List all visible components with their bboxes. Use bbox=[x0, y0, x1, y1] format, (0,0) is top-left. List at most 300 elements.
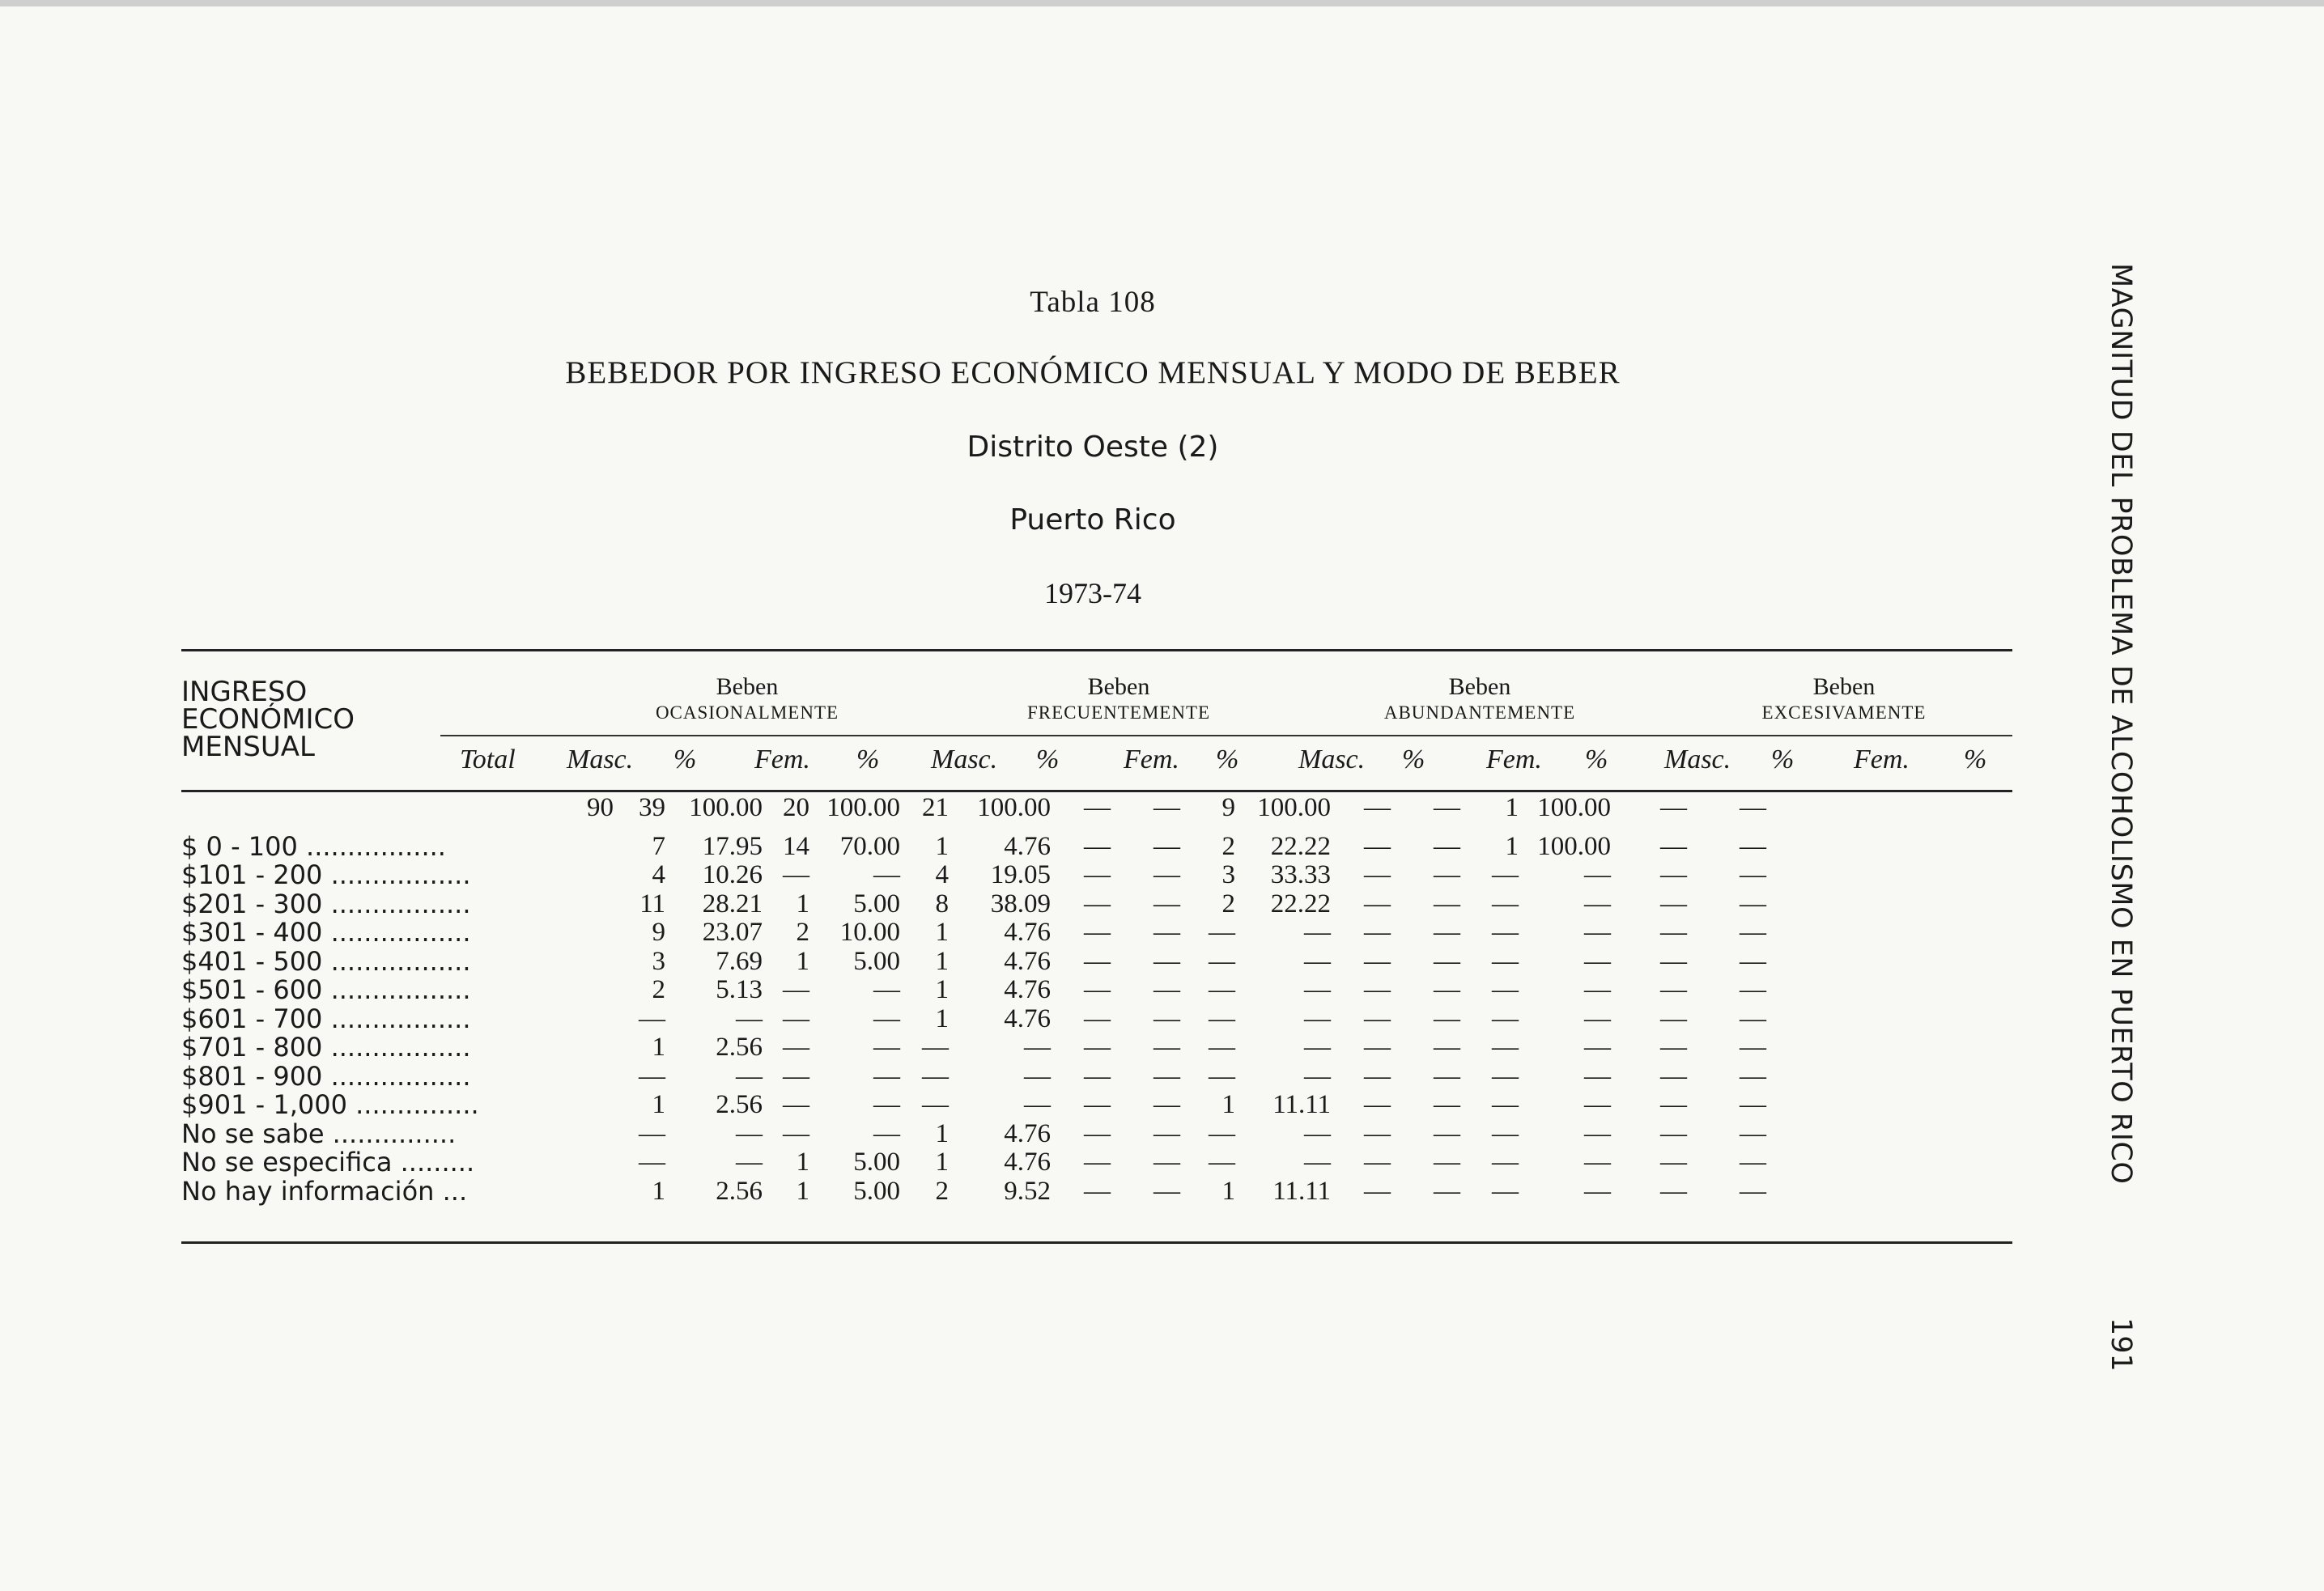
col-header-masc: Masc. bbox=[1664, 745, 1731, 774]
table-cell: 9.52 bbox=[1004, 1176, 1051, 1206]
table-cell: — bbox=[1492, 860, 1519, 889]
running-head: MAGNITUD DEL PROBLEMA DE ALCOHOLISMO EN PUERTO RICO bbox=[2105, 263, 2137, 1185]
table-cell: — bbox=[1364, 1033, 1391, 1062]
table-cell: 4.76 bbox=[1004, 831, 1051, 861]
table-cell: — bbox=[1434, 1118, 1460, 1148]
table-cell: — bbox=[1084, 793, 1111, 822]
table-cell: — bbox=[1492, 889, 1519, 919]
table-cell: — bbox=[1024, 1033, 1051, 1062]
col-header-pct: % bbox=[673, 745, 697, 774]
table-cell: 100.00 bbox=[1537, 793, 1611, 822]
table-cell: 1 bbox=[935, 1148, 949, 1177]
table-cell: — bbox=[1660, 946, 1687, 976]
table-cell: — bbox=[1584, 1148, 1611, 1177]
table-cell: 22.22 bbox=[1270, 831, 1331, 861]
table-cell: — bbox=[1492, 1033, 1519, 1062]
table-cell: 4.76 bbox=[1004, 1118, 1051, 1148]
table-cell: — bbox=[783, 975, 809, 1004]
table-cell: — bbox=[1364, 1003, 1391, 1033]
table-cell: — bbox=[1209, 975, 1235, 1004]
table-cell: — bbox=[1209, 1033, 1235, 1062]
header-top-rule bbox=[181, 649, 2012, 651]
table-cell: 2.56 bbox=[716, 1176, 763, 1206]
table-cell: — bbox=[1154, 860, 1180, 889]
stub-header bbox=[181, 678, 355, 761]
page-number: 191 bbox=[2105, 1317, 2137, 1372]
table-cell: 1 bbox=[796, 946, 809, 976]
table-cell: 2 bbox=[935, 1176, 949, 1206]
table-cell: — bbox=[1154, 1118, 1180, 1148]
group-bottom: OCASIONALMENTE bbox=[655, 702, 839, 723]
table-cell: — bbox=[1660, 1003, 1687, 1033]
table-cell: — bbox=[1154, 1148, 1180, 1177]
table-cell: — bbox=[1740, 1061, 1766, 1091]
table-cell: 22.22 bbox=[1270, 889, 1331, 919]
group-bottom: FRECUENTEMENTE bbox=[1026, 702, 1211, 723]
table-row bbox=[181, 1120, 1766, 1149]
table-cell bbox=[542, 1033, 614, 1063]
table-cell: — bbox=[1209, 1061, 1235, 1091]
table-cell: — bbox=[1084, 946, 1111, 976]
table-cell: — bbox=[1209, 1118, 1235, 1148]
row-label: $401 - 500 ................. bbox=[181, 945, 471, 977]
table-cell: — bbox=[1304, 918, 1331, 947]
table-cell: — bbox=[639, 1061, 665, 1091]
table-cell: — bbox=[1364, 793, 1391, 822]
table-cell: — bbox=[1740, 1033, 1766, 1062]
table-cell: — bbox=[1304, 1003, 1331, 1033]
table-cell: — bbox=[1660, 1061, 1687, 1091]
table-cell: — bbox=[1084, 1003, 1111, 1033]
table-cell: — bbox=[1434, 1090, 1460, 1119]
table-cell: — bbox=[736, 1061, 763, 1091]
table-cell: 39 bbox=[639, 793, 665, 822]
table-row bbox=[181, 1177, 1766, 1207]
col-header-masc: Masc. bbox=[1298, 745, 1366, 774]
table-cell: 1 bbox=[1221, 1090, 1235, 1119]
table-cell: 5.13 bbox=[716, 975, 763, 1004]
table-cell: 7.69 bbox=[716, 946, 763, 976]
col-header-fem: Fem. bbox=[754, 745, 810, 774]
group-underline-rule bbox=[440, 735, 2012, 736]
table-cell: — bbox=[1584, 946, 1611, 976]
table-cell: 2.56 bbox=[716, 1033, 763, 1062]
table-cell: — bbox=[1364, 946, 1391, 976]
table-cell: — bbox=[1660, 1176, 1687, 1206]
table-cell: — bbox=[783, 860, 809, 889]
table-cell: — bbox=[783, 1118, 809, 1148]
table-cell bbox=[542, 861, 614, 890]
col-header-pct: % bbox=[1216, 745, 1239, 774]
table-cell: — bbox=[1584, 1118, 1611, 1148]
table-row bbox=[181, 890, 1766, 919]
table-cell: 3 bbox=[652, 946, 665, 976]
table-cell bbox=[542, 919, 614, 948]
col-header-pct: % bbox=[1964, 745, 1987, 774]
table-cell: — bbox=[1434, 1033, 1460, 1062]
col-header-fem: Fem. bbox=[1486, 745, 1542, 774]
table-cell: — bbox=[783, 1033, 809, 1062]
table-cell: — bbox=[1154, 1090, 1180, 1119]
table-cell: 1 bbox=[1221, 1176, 1235, 1206]
table-cell: — bbox=[1154, 975, 1180, 1004]
table-cell: 5.00 bbox=[853, 889, 900, 919]
group-top: Beben bbox=[1087, 673, 1150, 700]
table-row bbox=[181, 1091, 1766, 1120]
table-cell: 100.00 bbox=[1257, 793, 1331, 822]
table-cell: — bbox=[1740, 946, 1766, 976]
table-cell: 1 bbox=[935, 1003, 949, 1033]
table-row bbox=[181, 861, 1766, 890]
table-cell: — bbox=[1154, 1176, 1180, 1206]
row-label: No hay información ... bbox=[181, 1175, 468, 1207]
table-cell: 70.00 bbox=[839, 831, 900, 861]
table-cell: 3 bbox=[1221, 860, 1235, 889]
table-cell: — bbox=[1304, 1148, 1331, 1177]
table-cell: 19.05 bbox=[990, 860, 1051, 889]
row-label: $ 0 - 100 ................. bbox=[181, 830, 446, 862]
stub-header-line: MENSUAL bbox=[181, 731, 315, 763]
table-cell: — bbox=[1084, 918, 1111, 947]
table-cell: 21 bbox=[922, 793, 949, 822]
table-cell: — bbox=[1024, 1090, 1051, 1119]
table-cell: — bbox=[1084, 1176, 1111, 1206]
table-cell: 1 bbox=[796, 889, 809, 919]
table-cell: — bbox=[1740, 1118, 1766, 1148]
table-cell: — bbox=[1304, 1033, 1331, 1062]
table-cell: 11 bbox=[639, 889, 665, 919]
stub-header-line: ECONÓMICO bbox=[181, 703, 355, 736]
table-cell bbox=[542, 1120, 614, 1149]
table-cell bbox=[542, 1148, 614, 1177]
table-cell: 4.76 bbox=[1004, 946, 1051, 976]
table-cell: 5.00 bbox=[853, 1176, 900, 1206]
table-cell: — bbox=[1434, 1003, 1460, 1033]
table-cell: — bbox=[1084, 1090, 1111, 1119]
table-row bbox=[181, 1033, 1766, 1063]
table-cell: — bbox=[1304, 975, 1331, 1004]
col-header-total: Total bbox=[460, 745, 516, 774]
row-label: $601 - 700 ................. bbox=[181, 1003, 471, 1034]
table-cell: — bbox=[639, 1118, 665, 1148]
table-cell: 100.00 bbox=[977, 793, 1051, 822]
table-cell: — bbox=[1364, 1090, 1391, 1119]
table-cell: — bbox=[1740, 1090, 1766, 1119]
table-cell: 38.09 bbox=[990, 889, 1051, 919]
table-cell: — bbox=[1740, 1003, 1766, 1033]
table-cell: — bbox=[1492, 1003, 1519, 1033]
table-cell: — bbox=[1024, 1061, 1051, 1091]
table-cell: 1 bbox=[1505, 831, 1519, 861]
table-cell: 4 bbox=[652, 860, 665, 889]
table-cell: — bbox=[1364, 1118, 1391, 1148]
row-label: $101 - 200 ................. bbox=[181, 859, 471, 890]
row-label: No se sabe ............... bbox=[181, 1118, 457, 1149]
table-cell: — bbox=[1660, 1118, 1687, 1148]
table-cell: 4.76 bbox=[1004, 1003, 1051, 1033]
table-cell: 1 bbox=[935, 975, 949, 1004]
table-cell: — bbox=[1364, 1148, 1391, 1177]
table-cell: — bbox=[1740, 793, 1766, 822]
group-header-abundantemente bbox=[1310, 673, 1650, 725]
table-cell: 28.21 bbox=[702, 889, 763, 919]
table-cell bbox=[542, 948, 614, 977]
table-title: BEBEDOR POR INGRESO ECONÓMICO MENSUAL Y MODO DE BEBER bbox=[565, 355, 1621, 390]
group-top: Beben bbox=[1812, 673, 1876, 700]
table-cell: — bbox=[1492, 918, 1519, 947]
table-cell: — bbox=[1434, 918, 1460, 947]
table-cell: — bbox=[1084, 1033, 1111, 1062]
table-cell: — bbox=[783, 1003, 809, 1033]
table-row bbox=[181, 976, 1766, 1005]
table-cell: 1 bbox=[935, 831, 949, 861]
table-cell: — bbox=[736, 1003, 763, 1033]
table-cell: 9 bbox=[652, 918, 665, 947]
table-cell: 100.00 bbox=[689, 793, 763, 822]
table-cell: — bbox=[1434, 793, 1460, 822]
table-cell: 10.26 bbox=[702, 860, 763, 889]
table-cell: — bbox=[1434, 831, 1460, 861]
table-cell: — bbox=[1304, 946, 1331, 976]
table-cell: — bbox=[1584, 1003, 1611, 1033]
table-cell: — bbox=[873, 1033, 900, 1062]
table-cell: — bbox=[1084, 975, 1111, 1004]
table-cell: — bbox=[1660, 1090, 1687, 1119]
col-header-pct: % bbox=[1402, 745, 1425, 774]
table-cell: 4.76 bbox=[1004, 1148, 1051, 1177]
col-header-masc: Masc. bbox=[567, 745, 634, 774]
table-cell: — bbox=[873, 1003, 900, 1033]
table-cell: 4.76 bbox=[1004, 975, 1051, 1004]
col-header-masc: Masc. bbox=[931, 745, 998, 774]
table-cell: — bbox=[1364, 975, 1391, 1004]
table-cell: — bbox=[1584, 889, 1611, 919]
table-cell bbox=[542, 833, 614, 862]
table-cell: — bbox=[922, 1061, 949, 1091]
table-cell: — bbox=[922, 1090, 949, 1119]
table-cell bbox=[542, 976, 614, 1005]
table-cell: — bbox=[1304, 1061, 1331, 1091]
table-cell bbox=[542, 1005, 614, 1034]
table-cell: — bbox=[1209, 1003, 1235, 1033]
row-label: $201 - 300 ................. bbox=[181, 888, 471, 919]
top-edge bbox=[0, 0, 2324, 6]
row-label bbox=[181, 794, 542, 823]
table-cell: — bbox=[1492, 1061, 1519, 1091]
totals-row bbox=[181, 794, 1766, 823]
table-cell: 2 bbox=[1221, 889, 1235, 919]
table-cell: — bbox=[1434, 889, 1460, 919]
table-cell: — bbox=[1154, 889, 1180, 919]
table-cell: — bbox=[1434, 946, 1460, 976]
table-cell: 7 bbox=[652, 831, 665, 861]
table-cell: — bbox=[1154, 793, 1180, 822]
table-cell bbox=[542, 1177, 614, 1207]
table-cell: 100.00 bbox=[826, 793, 900, 822]
table-cell: 5.00 bbox=[853, 1148, 900, 1177]
table-cell: 2 bbox=[796, 918, 809, 947]
table-cell: 10.00 bbox=[839, 918, 900, 947]
table-cell: 2 bbox=[1221, 831, 1235, 861]
table-cell: — bbox=[1740, 918, 1766, 947]
row-label: No se especifica ......... bbox=[181, 1147, 475, 1177]
table-cell: — bbox=[1740, 831, 1766, 861]
table-cell: 33.33 bbox=[1270, 860, 1331, 889]
table-cell: — bbox=[1364, 889, 1391, 919]
table-cell: — bbox=[1154, 918, 1180, 947]
table-cell: — bbox=[1084, 831, 1111, 861]
table-cell: — bbox=[1740, 1148, 1766, 1177]
table-cell: 11.11 bbox=[1272, 1090, 1331, 1119]
table-cell: 1 bbox=[796, 1176, 809, 1206]
table-cell: — bbox=[1660, 831, 1687, 861]
table-cell: — bbox=[736, 1118, 763, 1148]
table-cell: 11.11 bbox=[1272, 1176, 1331, 1206]
row-label: $701 - 800 ................. bbox=[181, 1032, 471, 1063]
table-cell: 1 bbox=[652, 1033, 665, 1062]
table-row bbox=[181, 1148, 1766, 1177]
table-cell: — bbox=[922, 1033, 949, 1062]
table-cell: 1 bbox=[935, 1118, 949, 1148]
table-cell: — bbox=[1492, 1176, 1519, 1206]
table-cell: 4 bbox=[935, 860, 949, 889]
table-cell: — bbox=[1364, 918, 1391, 947]
group-header-excesivamente bbox=[1674, 673, 2014, 725]
table-cell: — bbox=[1584, 1176, 1611, 1206]
table-cell: — bbox=[873, 1118, 900, 1148]
table-cell: — bbox=[1084, 1118, 1111, 1148]
table-cell: — bbox=[783, 1061, 809, 1091]
table-row bbox=[181, 833, 1766, 862]
table-cell: — bbox=[1304, 1118, 1331, 1148]
table-cell: 14 bbox=[783, 831, 809, 861]
table-cell: — bbox=[1434, 1148, 1460, 1177]
table-row bbox=[181, 1063, 1766, 1092]
table-cell: — bbox=[873, 1090, 900, 1119]
table-bottom-rule bbox=[181, 1241, 2012, 1244]
group-bottom: ABUNDANTEMENTE bbox=[1383, 702, 1576, 723]
table-cell: — bbox=[1364, 1061, 1391, 1091]
table-cell: — bbox=[873, 860, 900, 889]
table-cell: — bbox=[1434, 975, 1460, 1004]
table-cell: — bbox=[639, 1148, 665, 1177]
table-cell: — bbox=[1364, 831, 1391, 861]
table-cell: — bbox=[783, 1090, 809, 1119]
group-bottom: EXCESIVAMENTE bbox=[1761, 702, 1927, 723]
table-cell: — bbox=[1492, 1118, 1519, 1148]
table-cell: — bbox=[873, 975, 900, 1004]
table-cell: 5.00 bbox=[853, 946, 900, 976]
table-cell: — bbox=[1492, 946, 1519, 976]
table-cell: — bbox=[1209, 946, 1235, 976]
table-cell: — bbox=[1434, 1176, 1460, 1206]
table-cell: — bbox=[1660, 860, 1687, 889]
table-cell: — bbox=[1364, 1176, 1391, 1206]
table-cell: — bbox=[1740, 975, 1766, 1004]
table-cell: 17.95 bbox=[702, 831, 763, 861]
group-top: Beben bbox=[716, 673, 779, 700]
subtitle-years: 1973-74 bbox=[1044, 577, 1141, 609]
table-cell: 2.56 bbox=[716, 1090, 763, 1119]
table-cell: 1 bbox=[652, 1090, 665, 1119]
table-cell: — bbox=[1584, 1090, 1611, 1119]
table-cell: 1 bbox=[1505, 793, 1519, 822]
table-cell: 23.07 bbox=[702, 918, 763, 947]
row-label: $801 - 900 ................. bbox=[181, 1060, 471, 1092]
col-header-pct: % bbox=[856, 745, 880, 774]
table-cell: — bbox=[1154, 1003, 1180, 1033]
col-header-pct: % bbox=[1771, 745, 1795, 774]
col-header-pct: % bbox=[1036, 745, 1060, 774]
table-cell: — bbox=[1584, 975, 1611, 1004]
group-top: Beben bbox=[1448, 673, 1511, 700]
col-header-fem: Fem. bbox=[1124, 745, 1179, 774]
table-cell: — bbox=[1492, 975, 1519, 1004]
table-cell: — bbox=[1209, 918, 1235, 947]
table-cell: — bbox=[1434, 860, 1460, 889]
table-row bbox=[181, 948, 1766, 977]
table-cell bbox=[542, 1063, 614, 1092]
table-cell bbox=[542, 1091, 614, 1120]
data-table bbox=[181, 794, 1766, 1206]
group-header-ocasionalmente bbox=[577, 673, 917, 725]
table-cell: 1 bbox=[935, 946, 949, 976]
table-cell: — bbox=[1740, 860, 1766, 889]
table-cell: 90 bbox=[587, 793, 614, 822]
table-cell: — bbox=[1660, 918, 1687, 947]
table-cell: — bbox=[1084, 1148, 1111, 1177]
table-cell: — bbox=[1660, 889, 1687, 919]
group-header-frecuentemente bbox=[949, 673, 1289, 725]
table-cell: — bbox=[1154, 831, 1180, 861]
table-cell: 20 bbox=[783, 793, 809, 822]
table-row bbox=[181, 919, 1766, 948]
table-cell: — bbox=[873, 1061, 900, 1091]
stub-header-line: INGRESO bbox=[181, 676, 308, 708]
table-cell: — bbox=[1584, 1061, 1611, 1091]
table-cell: — bbox=[1584, 860, 1611, 889]
table-cell: 100.00 bbox=[1537, 831, 1611, 861]
subtitle-region: Distrito Oeste (2) bbox=[967, 431, 1219, 464]
table-cell: 1 bbox=[796, 1148, 809, 1177]
table-cell: — bbox=[1154, 946, 1180, 976]
table-cell: — bbox=[736, 1148, 763, 1177]
table-cell: — bbox=[1084, 1061, 1111, 1091]
table-cell: — bbox=[1492, 1090, 1519, 1119]
table-cell: — bbox=[1154, 1061, 1180, 1091]
table-cell: 9 bbox=[1221, 793, 1235, 822]
table-cell: — bbox=[1584, 1033, 1611, 1062]
table-cell: 1 bbox=[935, 918, 949, 947]
table-cell: 1 bbox=[652, 1176, 665, 1206]
table-cell: — bbox=[639, 1003, 665, 1033]
table-cell: — bbox=[1434, 1061, 1460, 1091]
header-bottom-rule bbox=[181, 790, 2012, 792]
col-header-pct: % bbox=[1585, 745, 1608, 774]
table-cell: — bbox=[1660, 1033, 1687, 1062]
row-label: $501 - 600 ................. bbox=[181, 974, 471, 1005]
table-cell: — bbox=[1660, 1148, 1687, 1177]
table-row bbox=[181, 1005, 1766, 1034]
table-cell: — bbox=[1584, 918, 1611, 947]
table-cell: — bbox=[1740, 1176, 1766, 1206]
table-cell: 4.76 bbox=[1004, 918, 1051, 947]
table-label: Tabla 108 bbox=[1030, 286, 1156, 319]
table-cell: — bbox=[1740, 889, 1766, 919]
table-cell: — bbox=[1084, 889, 1111, 919]
table-cell: — bbox=[1492, 1148, 1519, 1177]
table-cell: — bbox=[1209, 1148, 1235, 1177]
